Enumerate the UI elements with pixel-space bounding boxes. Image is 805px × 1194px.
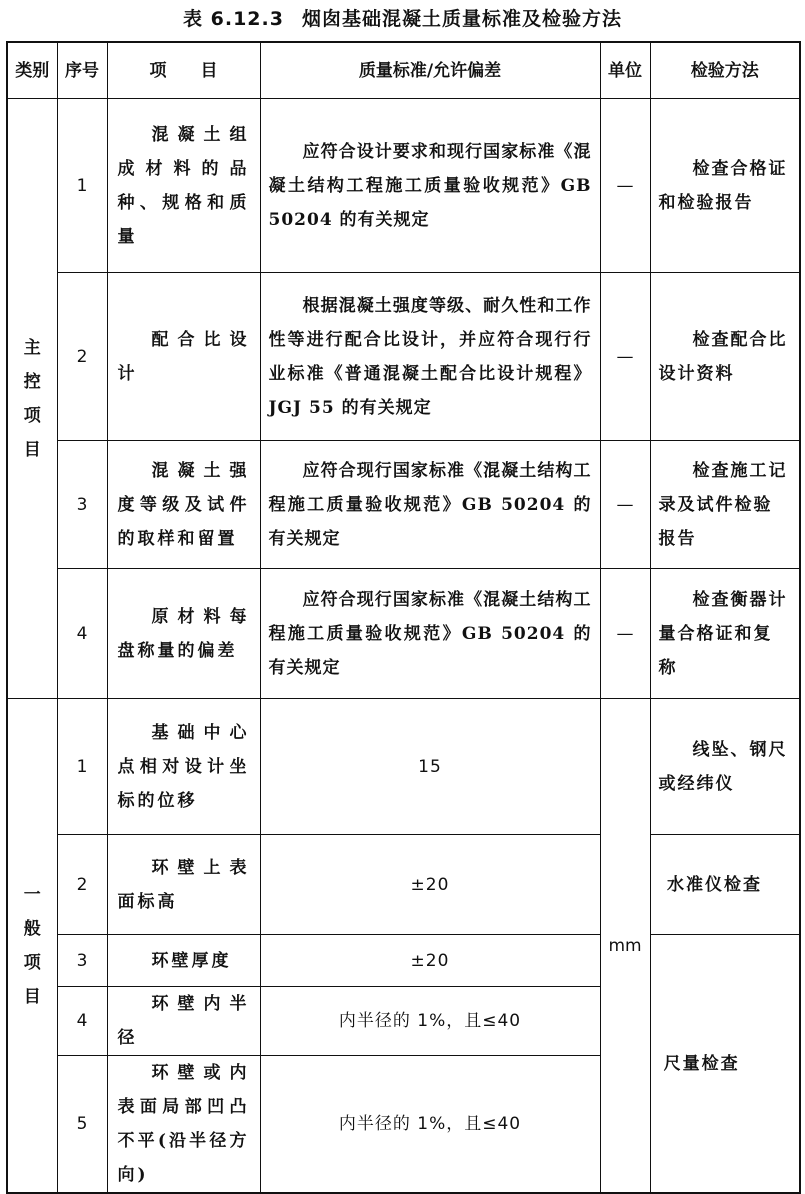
method-cell: 水准仪检查: [650, 835, 800, 935]
table-row: [7, 835, 800, 935]
header-standard: 质量标准/允许偏差: [260, 42, 600, 99]
table-row: [7, 99, 800, 273]
item-cell: 环壁厚度: [107, 935, 260, 987]
item-cell: 环壁内半径: [107, 987, 260, 1056]
unit-cell: —: [600, 441, 650, 569]
table-row: [7, 441, 800, 569]
seq-cell: 2: [57, 835, 107, 935]
table-row: [7, 273, 800, 441]
header-row: [7, 42, 800, 99]
item-cell: 基础中心点相对设计坐标的位移: [107, 699, 260, 835]
seq-cell: 4: [57, 569, 107, 699]
table-row: [7, 569, 800, 699]
table-row: [7, 699, 800, 835]
method-cell: 检查合格证和检验报告: [650, 99, 800, 273]
unit-cell-shared: mm: [600, 699, 650, 1194]
standard-cell: 15: [260, 699, 600, 835]
standard-cell: 应符合现行国家标准《混凝土结构工程施工质量验收规范》GB 50204 的有关规定: [260, 441, 600, 569]
category-general-label: 一般项目: [23, 884, 41, 1007]
standard-cell: 根据混凝土强度等级、耐久性和工作性等进行配合比设计，并应符合现行行业标准《普通混凝土配合比设计规程》JGJ 55 的有关规定: [260, 273, 600, 441]
seq-cell: 4: [57, 987, 107, 1056]
method-cell: 检查衡器计量合格证和复称: [650, 569, 800, 699]
header-seq: 序号: [57, 42, 107, 99]
table-row: [7, 935, 800, 987]
item-cell: 配合比设计: [107, 273, 260, 441]
table-number: 表 6.12.3: [183, 8, 284, 30]
item-cell: 混凝土组成材料的品种、规格和质量: [107, 99, 260, 273]
standard-cell: 内半径的 1%，且≤40: [260, 987, 600, 1056]
method-cell-shared: 尺量检查: [650, 935, 800, 1194]
method-cell: 检查配合比设计资料: [650, 273, 800, 441]
header-unit: 单位: [600, 42, 650, 99]
item-cell: 环壁或内表面局部凹凸不平(沿半径方向): [107, 1056, 260, 1194]
table-title-text: 烟囱基础混凝土质量标准及检验方法: [301, 8, 622, 30]
method-cell: 线坠、钢尺或经纬仪: [650, 699, 800, 835]
unit-cell: —: [600, 99, 650, 273]
category-general: [7, 699, 57, 1194]
category-main-label: 主控项目: [23, 337, 41, 460]
standard-cell: 应符合现行国家标准《混凝土结构工程施工质量验收规范》GB 50204 的有关规定: [260, 569, 600, 699]
method-cell: 检查施工记录及试件检验报告: [650, 441, 800, 569]
seq-cell: 1: [57, 99, 107, 273]
standard-cell: ±20: [260, 835, 600, 935]
seq-cell: 3: [57, 441, 107, 569]
item-cell: 环壁上表面标高: [107, 835, 260, 935]
standard-cell: 内半径的 1%，且≤40: [260, 1056, 600, 1194]
seq-cell: 3: [57, 935, 107, 987]
header-category: 类别: [7, 42, 57, 99]
unit-cell: —: [600, 569, 650, 699]
seq-cell: 1: [57, 699, 107, 835]
category-main: [7, 99, 57, 699]
seq-cell: 2: [57, 273, 107, 441]
quality-standard-table: [6, 41, 801, 1194]
header-item: 项 目: [107, 42, 260, 99]
table-title: [0, 4, 805, 34]
header-method: 检验方法: [650, 42, 800, 99]
item-cell: 原材料每盘称量的偏差: [107, 569, 260, 699]
seq-cell: 5: [57, 1056, 107, 1194]
standard-cell: 应符合设计要求和现行国家标准《混凝土结构工程施工质量验收规范》GB 50204 的有关规定: [260, 99, 600, 273]
unit-cell: —: [600, 273, 650, 441]
standard-cell: ±20: [260, 935, 600, 987]
item-cell: 混凝土强度等级及试件的取样和留置: [107, 441, 260, 569]
